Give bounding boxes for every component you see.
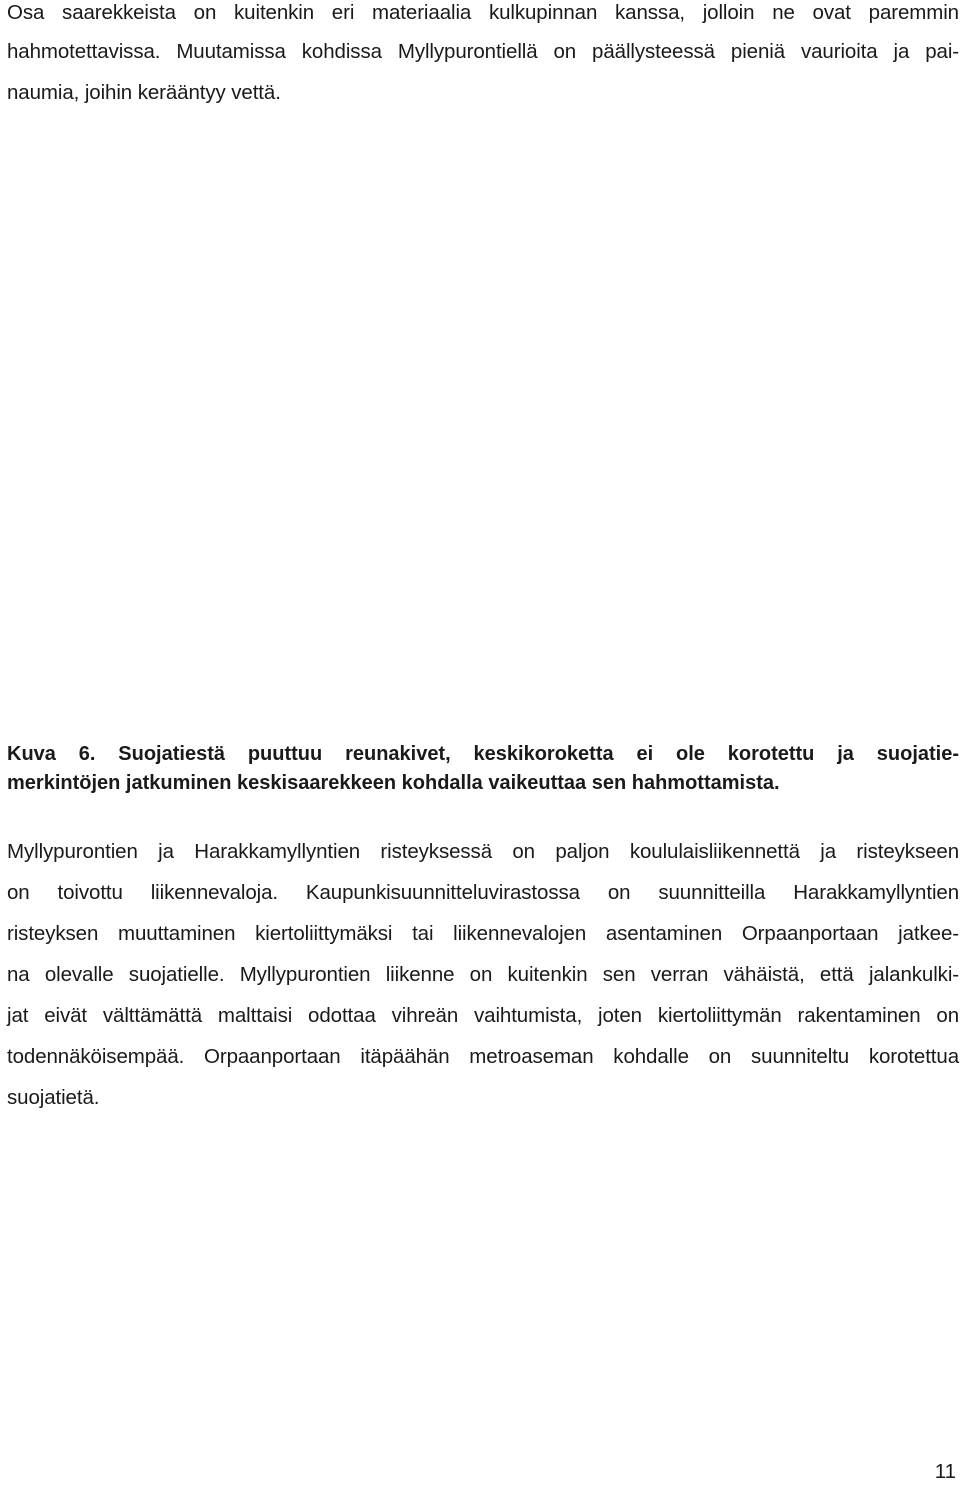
- main-line-4: na olevalle suojatielle. Myllypurontien liikenne on kuitenkin sen verran vähäistä, että jalankulki-: [7, 963, 959, 986]
- main-line-5: jat eivät välttämättä malttaisi odottaa vihreän vaihtumista, joten kiertoliittymän rakentaminen on: [7, 1004, 959, 1027]
- main-line-2: on toivottu liikennevaloja. Kaupunkisuunnitteluvirastossa on suunnitteilla Harakkamyllyntien: [7, 881, 959, 904]
- figure-caption-line-2: merkintöjen jatkuminen keskisaarekkeen kohdalla vaikeuttaa sen hahmottamista.: [7, 772, 780, 794]
- figure-caption-line-1: Kuva 6. Suojatiestä puuttuu reunakivet, keskikoroketta ei ole korotettu ja suojatie-: [7, 743, 959, 765]
- page-number: 11: [934, 1460, 956, 1483]
- main-line-1: Myllypurontien ja Harakkamyllyntien risteyksessä on paljon koululaisliikennettä ja risteykseen: [7, 840, 959, 863]
- figure-image-area: [7, 120, 953, 720]
- intro-line-2: hahmotettavissa. Muutamissa kohdissa Myllypurontiellä on päällysteessä pieniä vaurioita ja pai-: [7, 40, 959, 63]
- intro-line-3: naumia, joihin kerääntyy vettä.: [7, 81, 281, 104]
- main-line-7: suojatietä.: [7, 1086, 100, 1109]
- main-line-3: risteyksen muuttaminen kiertoliittymäksi tai liikennevalojen asentaminen Orpaanportaan jatkee-: [7, 922, 959, 945]
- main-line-6: todennäköisempää. Orpaanportaan itäpäähän metroaseman kohdalle on suunniteltu korotettua: [7, 1045, 959, 1068]
- intro-line-1: Osa saarekkeista on kuitenkin eri materiaalia kulkupinnan kanssa, jolloin ne ovat paremmin: [7, 1, 959, 24]
